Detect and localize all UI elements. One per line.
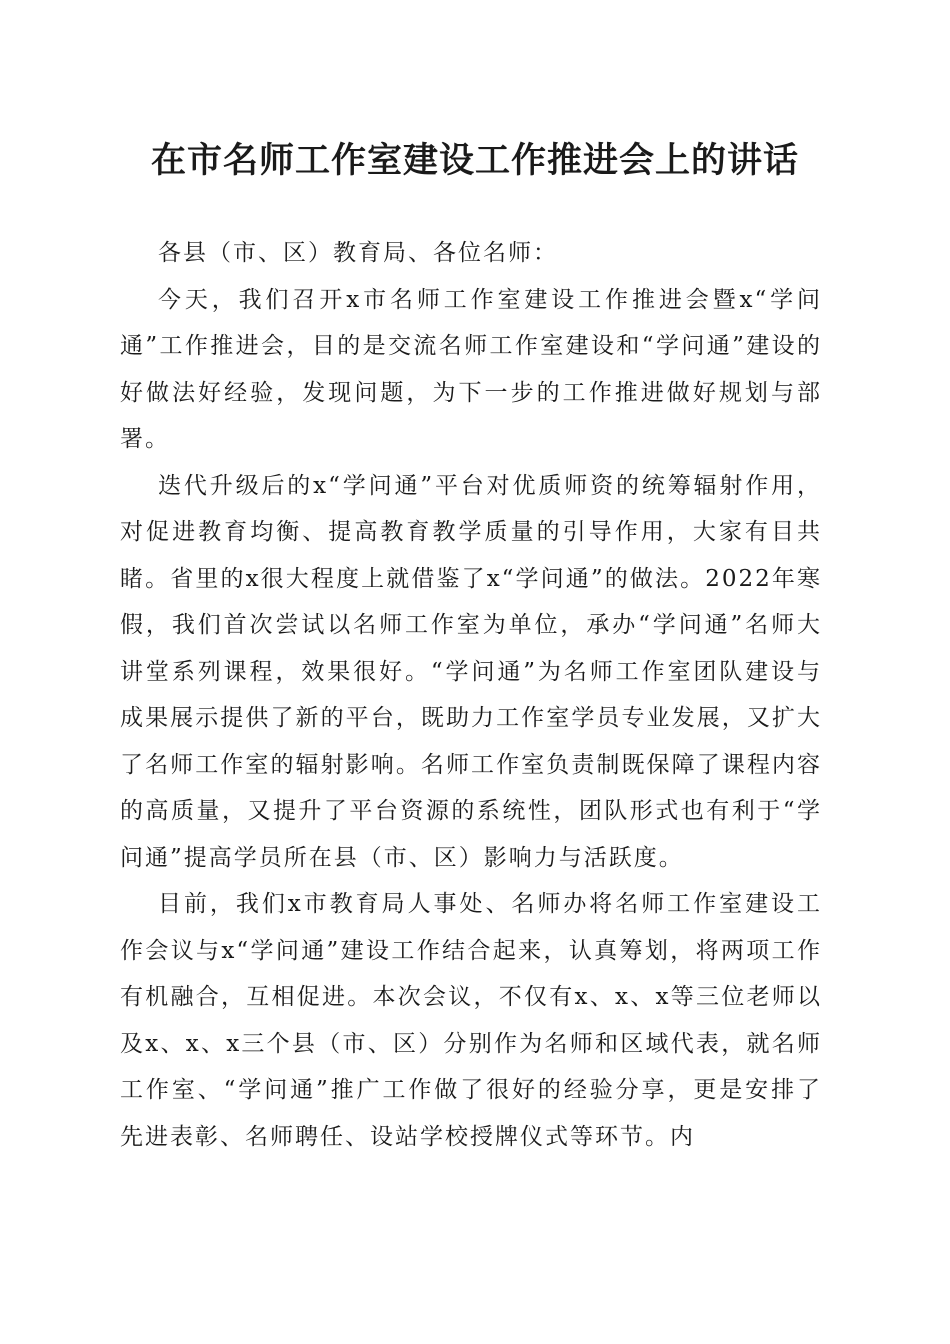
paragraph-2: 迭代升级后的x“学问通”平台对优质师资的统筹辐射作用，对促进教育均衡、提高教育教学质量的引导作用，大家有目共睹。省里的x很大程度上就借鉴了x“学问通”的做法。2022年寒假，我们首次尝试以名师工作室为单位，承办“学问通”名师大讲堂系列课程，效果很好。“学问通”为名师工作室团队建设与成果展示提供了新的平台，既助力工作室学员专业发展，又扩大了名师工作室的辐射影响。名师工作室负责制既保障了课程内容的高质量，又提升了平台资源的系统性，团队形式也有利于“学问通”提高学员所在县（市、区）影响力与活跃度。 xyxy=(120,472,822,871)
document-body xyxy=(120,230,822,1160)
salutation: 各县（市、区）教育局、各位名师： xyxy=(158,240,558,266)
paragraph-1: 今天，我们召开x市名师工作室建设工作推进会暨x“学问通”工作推进会，目的是交流名师工作室建设和“学问通”建设的好做法好经验，发现问题，为下一步的工作推进做好规划与部署。 xyxy=(120,286,822,452)
paragraph-3: 目前，我们x市教育局人事处、名师办将名师工作室建设工作会议与x“学问通”建设工作结合起来，认真筹划，将两项工作有机融合，互相促进。本次会议，不仅有x、x、x等三位老师以及x、x、x三个县（市、区）分别作为名师和区域代表，就名师工作室、“学问通”推广工作做了很好的经验分享，更是安排了先进表彰、名师聘任、设站学校授牌仪式等环节。内 xyxy=(120,891,822,1150)
document-title: 在市名师工作室建设工作推进会上的讲话 xyxy=(150,141,799,181)
